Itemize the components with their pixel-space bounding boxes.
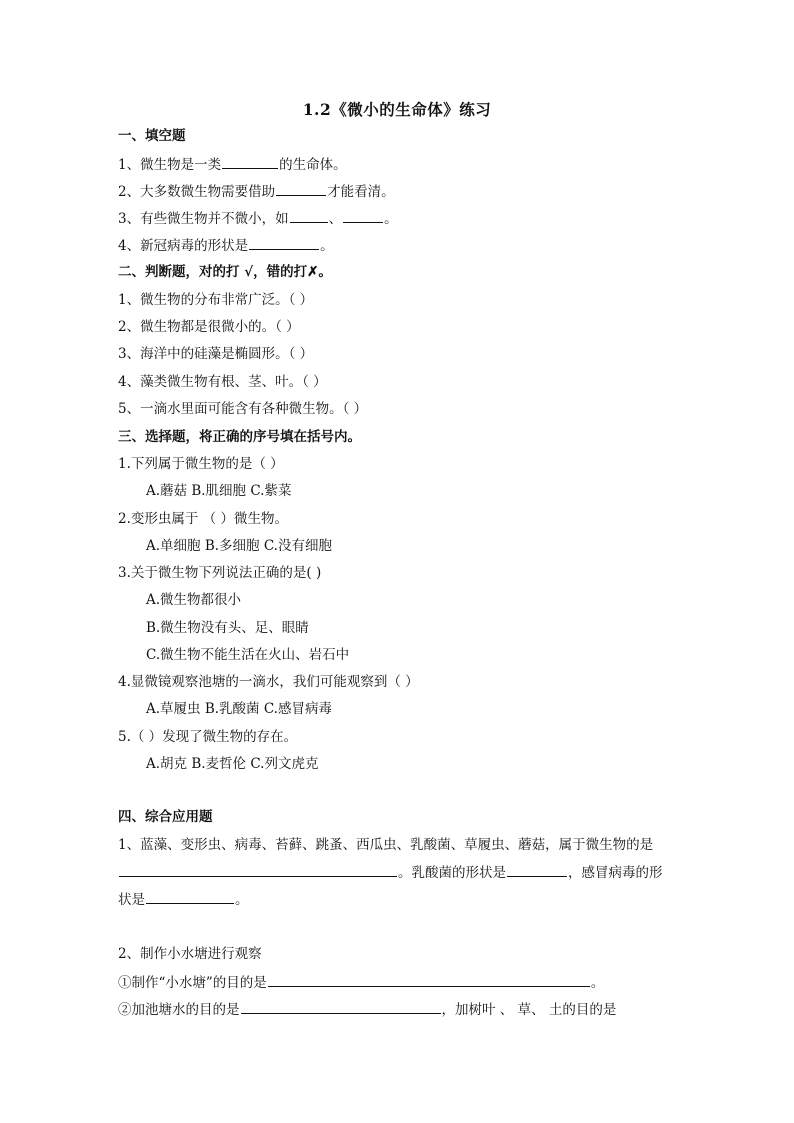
- applied-question-1-line-3: 状是 。: [118, 892, 249, 908]
- applied-question-2-title: 2、制作小水塘进行观察: [118, 946, 262, 962]
- applied-question-2a: ①制作“小水塘”的目的是 。: [118, 975, 605, 991]
- choice-options-4: A.草履虫 B.乳酸菌 C.感冒病毒: [146, 701, 332, 717]
- judge-question-3: 3、海洋中的硅藻是椭圆形。（ ）: [118, 346, 314, 362]
- choice-option-3b: B.微生物没有头、足、眼睛: [146, 620, 309, 636]
- answer-blank[interactable]: [119, 863, 397, 877]
- answer-blank[interactable]: [146, 890, 234, 904]
- choice-options-2: A.单细胞 B.多细胞 C.没有细胞: [146, 538, 332, 554]
- judge-question-1: 1、微生物的分布非常广泛。（ ）: [118, 292, 314, 308]
- answer-blank[interactable]: [268, 973, 590, 987]
- judge-question-2: 2、微生物都是很微小的。（ ）: [118, 319, 300, 335]
- fill-question-4: 4、新冠病毒的形状是 。: [118, 238, 334, 254]
- section-2-heading: 二、判断题，对的打 √，错的打✗。: [118, 264, 332, 280]
- choice-question-3: 3.关于微生物下列说法正确的是( ): [118, 565, 322, 581]
- answer-blank[interactable]: [222, 155, 278, 169]
- fill-question-3: 3、有些微生物并不微小，如 、 。: [118, 211, 398, 227]
- answer-blank[interactable]: [343, 209, 383, 223]
- section-4-heading: 四、综合应用题: [118, 809, 213, 825]
- choice-option-3a: A.微生物都很小: [146, 592, 242, 608]
- choice-question-1: 1.下列属于微生物的是（ ）: [118, 456, 284, 472]
- choice-options-5: A.胡克 B.麦哲伦 C.列文虎克: [146, 756, 319, 772]
- answer-blank[interactable]: [241, 1000, 441, 1014]
- page-title: 1.2《微小的生命体》练习: [302, 100, 492, 119]
- choice-question-5: 5.（ ）发现了微生物的存在。: [118, 729, 298, 745]
- fill-question-2: 2、大多数微生物需要借助 才能看清。: [118, 184, 395, 200]
- answer-blank[interactable]: [276, 182, 326, 196]
- choice-question-2: 2.变形虫属于 （ ）微生物。: [118, 511, 288, 527]
- choice-question-4: 4.显微镜观察池塘的一滴水，我们可能观察到（ ）: [118, 674, 419, 690]
- applied-question-2b: ②加池塘水的目的是 ，加树叶 、 草、 土的目的是: [118, 1002, 617, 1018]
- section-1-heading: 一、填空题: [118, 128, 186, 144]
- answer-blank[interactable]: [290, 209, 328, 223]
- choice-options-1: A.蘑菇 B.肌细胞 C.紫菜: [146, 483, 292, 499]
- section-3-heading: 三、选择题，将正确的序号填在括号内。: [118, 429, 361, 445]
- choice-option-3c: C.微生物不能生活在火山、岩石中: [146, 647, 350, 663]
- applied-question-1-line-1: 1、蓝藻、变形虫、病毒、苔藓、跳蚤、西瓜虫、乳酸菌、草履虫、蘑菇，属于微生物的是: [118, 837, 654, 853]
- fill-question-1: 1、微生物是一类 的生命体。: [118, 157, 347, 173]
- answer-blank[interactable]: [249, 236, 319, 250]
- judge-question-4: 4、藻类微生物有根、茎、叶。（ ）: [118, 374, 327, 390]
- applied-question-1-line-2: 。乳酸菌的形状是 ，感冒病毒的形: [118, 863, 663, 882]
- judge-question-5: 5、一滴水里面可能含有各种微生物。（ ）: [118, 401, 368, 417]
- answer-blank[interactable]: [507, 863, 567, 877]
